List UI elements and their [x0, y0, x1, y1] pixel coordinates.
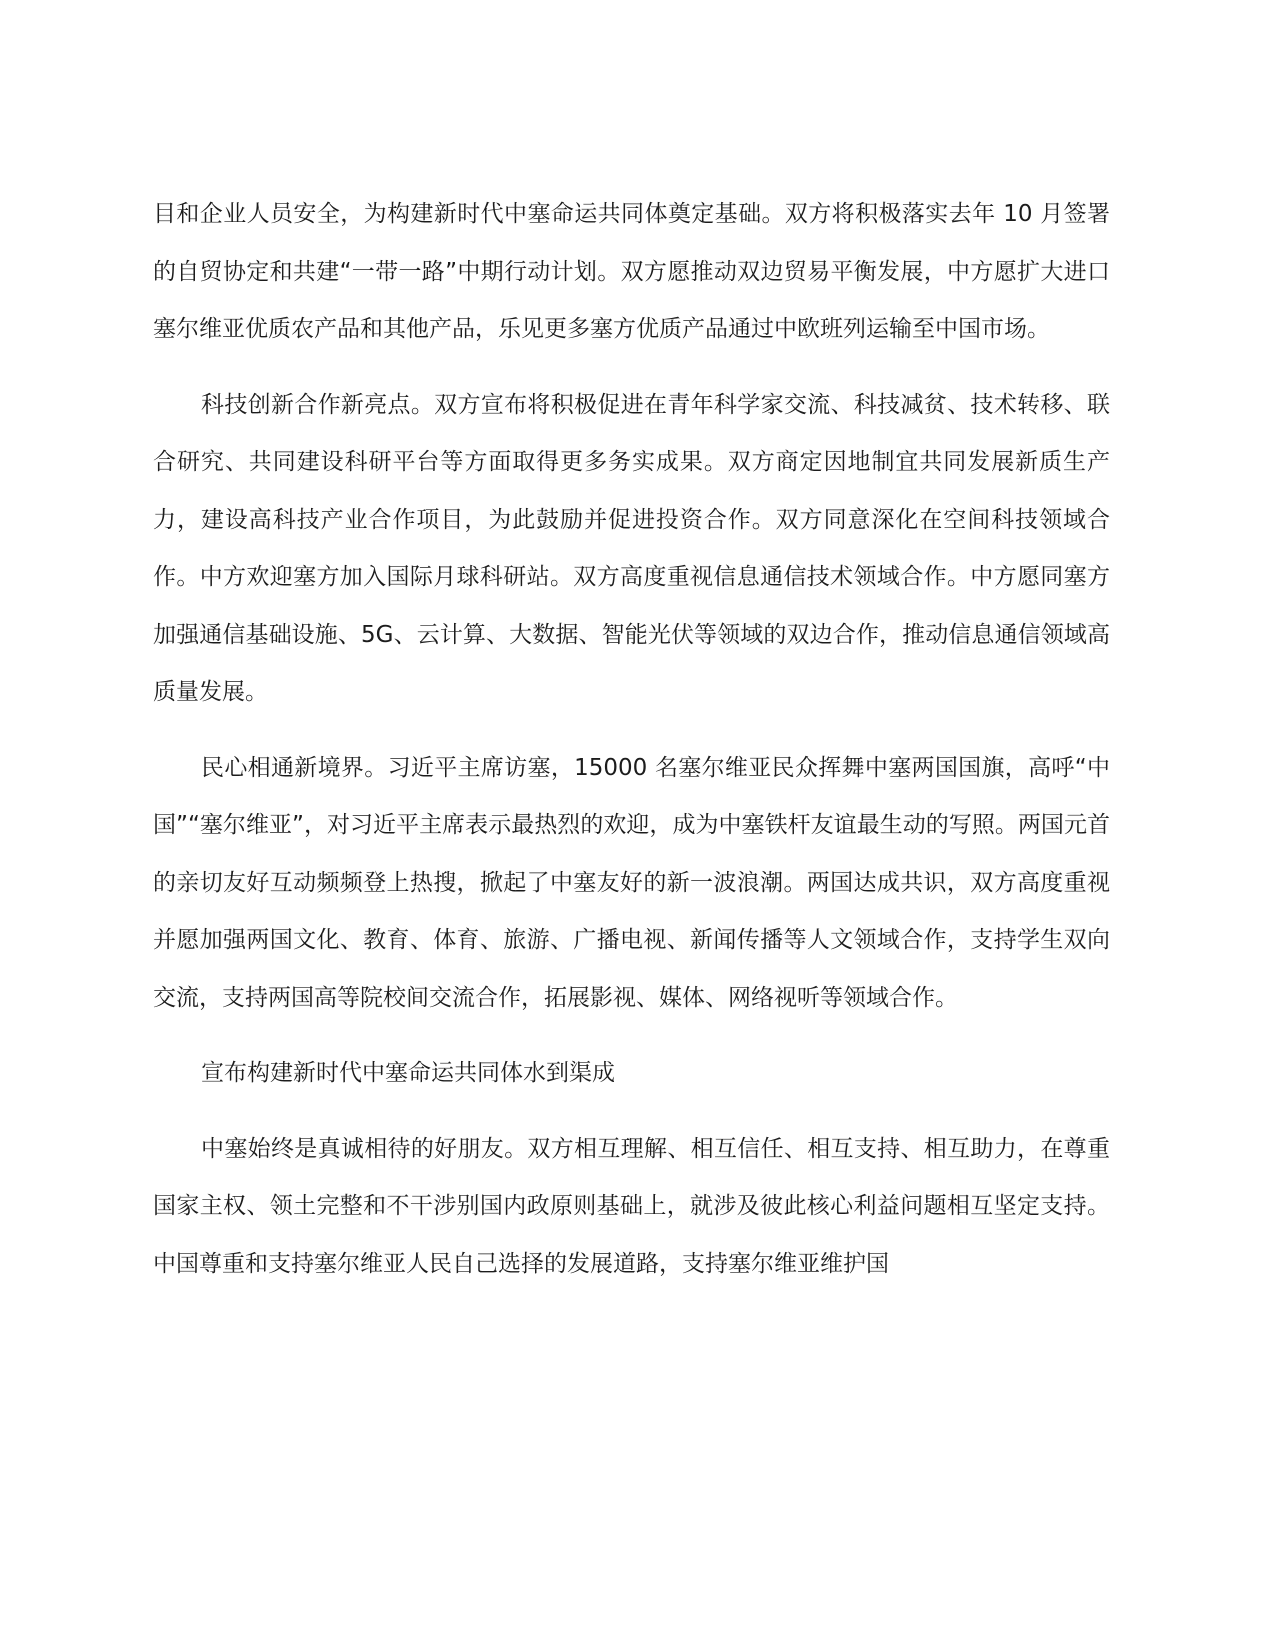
paragraph-people-exchange: 民心相通新境界。习近平主席访塞，15000 名塞尔维亚民众挥舞中塞两国国旗，高呼“中国”“塞尔维亚”，对习近平主席表示最热烈的欢迎，成为中塞铁杆友谊最生动的写照。两国元首的亲切友好互动频频登上热搜，掀起了中塞友好的新一波浪潮。两国达成共识，双方高度重视并愿加强两国文化、教育、体育、旅游、广播电视、新闻传播等人文领域合作，支持学生双向交流，支持两国高等院校间交流合作，拓展影视、媒体、网络视听等领域合作。 — [153, 754, 1110, 1011]
paragraph-trade-continued: 目和企业人员安全，为构建新时代中塞命运共同体奠定基础。双方将积极落实去年 10 月签署的自贸协定和共建“一带一路”中期行动计划。双方愿推动双边贸易平衡发展，中方愿扩大进口塞尔维亚优质农产品和其他产品，乐见更多塞方优质产品通过中欧班列运输至中国市场。 — [153, 201, 1110, 342]
paragraph-tech-innovation: 科技创新合作新亮点。双方宣布将积极促进在青年科学家交流、科技减贫、技术转移、联合研究、共同建设科研平台等方面取得更多务实成果。双方商定因地制宜共同发展新质生产力，建设高科技产业合作项目，为此鼓励并促进投资合作。双方同意深化在空间科技领域合作。中方欢迎塞方加入国际月球科研站。双方高度重视信息通信技术领域合作。中方愿同塞方加强通信基础设施、5G、云计算、大数据、智能光伏等领域的双边合作，推动信息通信领域高质量发展。 — [153, 391, 1110, 705]
document-body — [153, 186, 1110, 1293]
section-heading: 宣布构建新时代中塞命运共同体水到渠成 — [201, 1060, 615, 1086]
paragraph-friendship: 中塞始终是真诚相待的好朋友。双方相互理解、相互信任、相互支持、相互助力，在尊重国家主权、领土完整和不干涉别国内政原则基础上，就涉及彼此核心利益问题相互坚定支持。中国尊重和支持塞尔维亚人民自己选择的发展道路，支持塞尔维亚维护国 — [153, 1135, 1110, 1277]
